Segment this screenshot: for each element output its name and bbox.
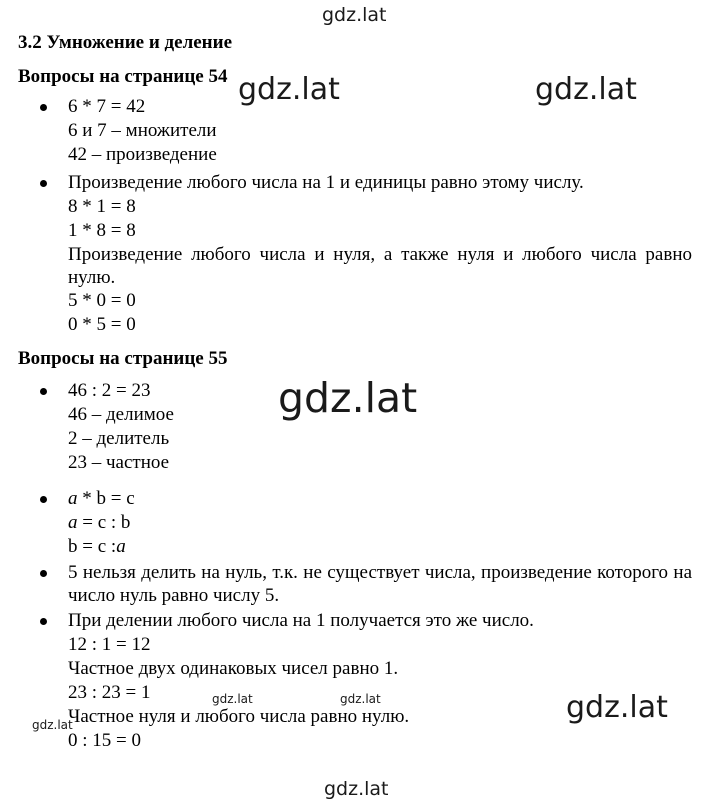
watermark-left: gdz.lat [238, 72, 340, 107]
bullet-dot [40, 570, 47, 577]
watermark-small-3: gdz.lat [32, 718, 73, 732]
text-line: 23 – частное [68, 452, 170, 473]
watermark-center: gdz.lat [278, 374, 418, 422]
text-line: Произведение любого числа на 1 и единицы равно этому числу. [68, 172, 584, 193]
variable: a [68, 488, 78, 509]
text-line: Частное нуля и любого числа равно нулю. [68, 706, 410, 727]
text-line: 6 * 7 = 42 [68, 96, 146, 117]
text-line: 1 * 8 = 8 [68, 220, 136, 241]
watermark-bottom-right: gdz.lat [566, 690, 668, 725]
text-line: Частное двух одинаковых чисел равно 1. [68, 658, 399, 679]
watermark-small-1: gdz.lat [212, 692, 253, 706]
text-line: 6 и 7 – множители [68, 120, 217, 141]
variable: a [68, 512, 78, 533]
heading-page-55: Вопросы на странице 55 [18, 348, 228, 369]
text-line: a * b = c [68, 488, 135, 509]
text-line: 46 : 2 = 23 [68, 380, 151, 401]
bullet-dot [40, 618, 47, 625]
watermark-bottom: gdz.lat [324, 778, 389, 800]
watermark-small-2: gdz.lat [340, 692, 381, 706]
heading-page-54: Вопросы на странице 54 [18, 66, 228, 87]
text-line: 0 : 15 = 0 [68, 730, 141, 751]
text-line: 46 – делимое [68, 404, 174, 425]
text-line: 12 : 1 = 12 [68, 634, 151, 655]
bullet-dot [40, 180, 47, 187]
watermark-right: gdz.lat [535, 72, 637, 107]
text-line: 5 * 0 = 0 [68, 290, 136, 311]
variable: a [116, 536, 126, 557]
bullet-dot [40, 388, 47, 395]
text-line: a = c : b [68, 512, 131, 533]
bullet-dot [40, 104, 47, 111]
paragraph: Произведение любого числа и нуля, а также нуля и любого числа равно нулю. [68, 244, 692, 288]
text-line: 0 * 5 = 0 [68, 314, 136, 335]
text-line: b = c :a [68, 536, 126, 557]
bullet-dot [40, 496, 47, 503]
text-line: 2 – делитель [68, 428, 170, 449]
text-line: 42 – произведение [68, 144, 217, 165]
text-line: 23 : 23 = 1 [68, 682, 151, 703]
watermark-top: gdz.lat [322, 4, 387, 26]
text-line: 8 * 1 = 8 [68, 196, 136, 217]
section-title: 3.2 Умножение и деление [18, 32, 233, 53]
paragraph: 5 нельзя делить на нуль, т.к. не существует числа, произведение которого на число нуль равно числу 5. [68, 562, 692, 606]
text-line: При делении любого числа на 1 получается это же число. [68, 610, 534, 631]
